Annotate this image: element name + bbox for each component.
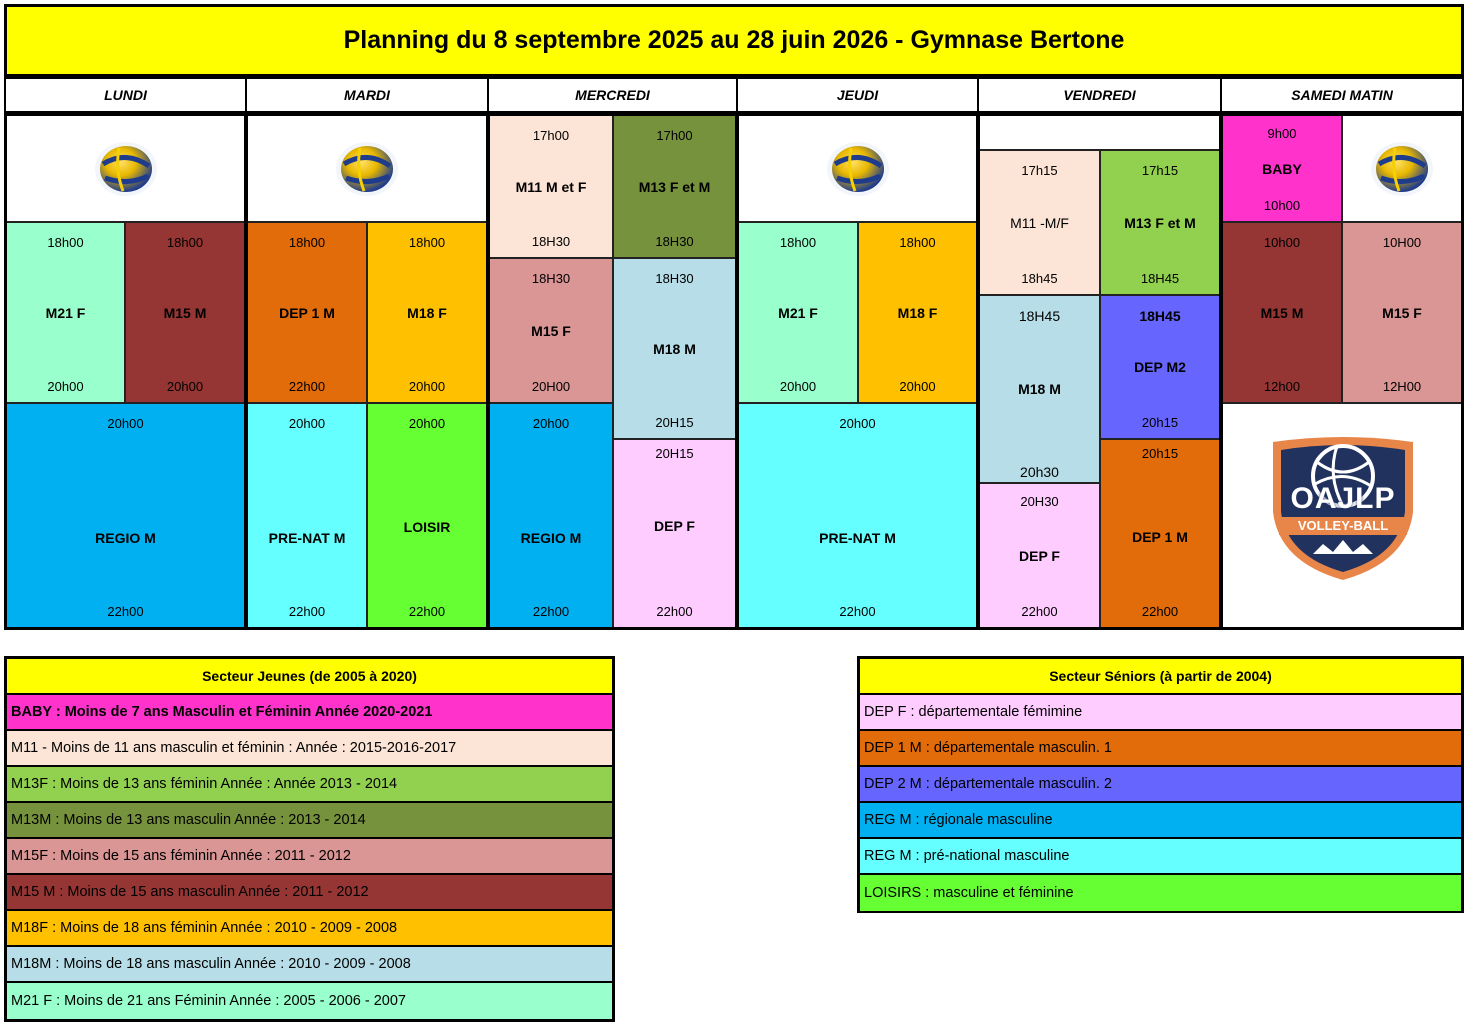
session-label: M18 F bbox=[897, 304, 938, 321]
start-time: 18h00 bbox=[408, 235, 446, 250]
session-mardi-dep1m bbox=[247, 222, 367, 403]
empty-slot bbox=[738, 115, 977, 222]
start-time: 18h00 bbox=[779, 235, 817, 250]
end-time: 22h00 bbox=[839, 604, 876, 619]
legend-row-m13f: M13F : Moins de 13 ans féminin Année : Année 2013 - 2014 bbox=[7, 767, 612, 803]
start-time: 18h00 bbox=[166, 235, 204, 250]
end-time: 10h00 bbox=[1263, 198, 1301, 213]
empty-slot bbox=[247, 115, 487, 222]
logo-subtext: VOLLEY-BALL bbox=[1279, 517, 1407, 535]
session-lundi-regio bbox=[6, 403, 245, 628]
session-mardi-prenat bbox=[247, 403, 367, 628]
session-lundi-m21f bbox=[6, 222, 125, 403]
legend-row-prenat: REG M : pré-national masculine bbox=[860, 839, 1461, 875]
session-samedi-baby bbox=[1222, 115, 1342, 222]
session-label: M21 F bbox=[45, 304, 86, 321]
legend-row-dep1m: DEP 1 M : départementale masculin. 1 bbox=[860, 731, 1461, 767]
session-label: BABY bbox=[1262, 160, 1302, 177]
end-time: 20h00 bbox=[47, 379, 84, 394]
end-time: 20h00 bbox=[899, 379, 936, 394]
end-time: 22h00 bbox=[408, 604, 446, 619]
start-time: 20h00 bbox=[532, 416, 570, 431]
session-label: DEP F bbox=[654, 518, 695, 535]
session-mardi-m18f bbox=[367, 222, 487, 403]
legend-row-loisirs: LOISIRS : masculine et féminine bbox=[860, 875, 1461, 911]
legend-row-baby: BABY : Moins de 7 ans Masculin et Féminin Année 2020-2021 bbox=[7, 695, 612, 731]
day-header-jeudi: JEUDI bbox=[736, 77, 979, 113]
legend-row-m15m: M15 M : Moins de 15 ans masculin Année : 2011 - 2012 bbox=[7, 875, 612, 911]
session-vendredi-dep2m bbox=[1100, 295, 1220, 439]
start-time: 18H30 bbox=[655, 271, 694, 286]
session-mercredi-m15f bbox=[489, 258, 613, 403]
session-vendredi-m13 bbox=[1100, 150, 1220, 295]
session-mercredi-regio bbox=[489, 403, 613, 628]
empty-slot bbox=[6, 115, 245, 222]
session-label: M11 M et F bbox=[515, 178, 587, 195]
session-label: M13 F et M bbox=[638, 178, 711, 195]
legend-row-m13m: M13M : Moins de 13 ans masculin Année : 2013 - 2014 bbox=[7, 803, 612, 839]
end-time: 18H45 bbox=[1140, 271, 1180, 286]
end-time: 18H30 bbox=[531, 234, 571, 249]
session-mercredi-m18m bbox=[613, 258, 736, 439]
end-time: 22h00 bbox=[107, 604, 144, 619]
session-label: REGIO M bbox=[520, 529, 582, 546]
end-time: 22h00 bbox=[288, 379, 326, 394]
volleyball-icon bbox=[1369, 140, 1435, 198]
legend-seniors bbox=[857, 656, 1464, 913]
session-jeudi-m21f bbox=[738, 222, 858, 403]
session-label: PRE-NAT M bbox=[268, 529, 346, 546]
end-time: 22h00 bbox=[288, 604, 326, 619]
legend-row-m21f: M21 F : Moins de 21 ans Féminin Année : 2005 - 2006 - 2007 bbox=[7, 983, 612, 1019]
logo-text: OAJLP bbox=[1290, 482, 1396, 515]
end-time: 22h00 bbox=[1021, 604, 1058, 619]
start-time: 18h00 bbox=[288, 235, 326, 250]
session-label: M13 F et M bbox=[1124, 214, 1196, 231]
session-vendredi-m11 bbox=[979, 150, 1100, 295]
end-time: 12h00 bbox=[1263, 379, 1301, 394]
session-samedi-m15m bbox=[1222, 222, 1342, 403]
day-header-vendredi: VENDREDI bbox=[977, 77, 1222, 113]
end-time: 18h45 bbox=[1021, 271, 1058, 286]
session-label: M18 F bbox=[407, 304, 447, 321]
start-time: 17h00 bbox=[656, 128, 693, 143]
legend-title: Secteur Séniors (à partir de 2004) bbox=[860, 659, 1461, 695]
session-mercredi-m13 bbox=[613, 115, 736, 258]
legend-jeunes bbox=[4, 656, 615, 1022]
end-time: 22h00 bbox=[532, 604, 570, 619]
start-time: 18H30 bbox=[531, 271, 571, 286]
end-time: 20h00 bbox=[166, 379, 204, 394]
start-time: 18h00 bbox=[899, 235, 936, 250]
session-label: M15 M bbox=[163, 304, 207, 321]
session-label: DEP F bbox=[1019, 547, 1060, 564]
day-header-lundi: LUNDI bbox=[4, 77, 247, 113]
end-time: 20H00 bbox=[531, 379, 571, 394]
end-time: 20H15 bbox=[655, 415, 694, 430]
session-label: REGIO M bbox=[95, 529, 156, 546]
end-time: 22h00 bbox=[1141, 604, 1179, 619]
session-label: M18 M bbox=[1018, 381, 1061, 397]
session-mercredi-m11 bbox=[489, 115, 613, 258]
start-time: 20h00 bbox=[408, 416, 446, 431]
legend-row-dep2m: DEP 2 M : départementale masculin. 2 bbox=[860, 767, 1461, 803]
end-time: 22h00 bbox=[656, 604, 693, 619]
session-label: DEP 1 M bbox=[279, 304, 335, 321]
session-label: M21 F bbox=[778, 304, 818, 321]
session-label: M15 F bbox=[531, 322, 571, 339]
start-time: 10H00 bbox=[1382, 235, 1422, 250]
legend-row-m18f: M18F : Moins de 18 ans féminin Année : 2010 - 2009 - 2008 bbox=[7, 911, 612, 947]
session-jeudi-prenat bbox=[738, 403, 977, 628]
day-header-mercredi: MERCREDI bbox=[487, 77, 738, 113]
start-time: 20H30 bbox=[1020, 494, 1059, 509]
volleyball-icon bbox=[825, 140, 891, 198]
session-lundi-m15m bbox=[125, 222, 245, 403]
session-label: M15 F bbox=[1382, 304, 1422, 321]
start-time: 20h00 bbox=[288, 416, 326, 431]
end-time: 20h00 bbox=[408, 379, 446, 394]
session-label: M15 M bbox=[1260, 304, 1304, 321]
session-label: M18 M bbox=[653, 340, 696, 357]
end-time: 18H30 bbox=[655, 234, 694, 249]
day-header-samedi: SAMEDI MATIN bbox=[1220, 77, 1464, 113]
start-time: 17h15 bbox=[1021, 163, 1058, 178]
page-title: Planning du 8 septembre 2025 au 28 juin 2026 - Gymnase Bertone bbox=[4, 4, 1464, 77]
legend-row-depf: DEP F : départementale fémimine bbox=[860, 695, 1461, 731]
session-label: LOISIR bbox=[403, 518, 451, 535]
legend-title: Secteur Jeunes (de 2005 à 2020) bbox=[7, 659, 612, 695]
session-label: DEP 1 M bbox=[1132, 529, 1188, 546]
session-label: DEP M2 bbox=[1134, 359, 1186, 375]
session-jeudi-m18f bbox=[858, 222, 977, 403]
start-time: 18H45 bbox=[1018, 308, 1061, 324]
start-time: 20h00 bbox=[839, 416, 876, 431]
empty-slot bbox=[979, 115, 1220, 150]
start-time: 20H15 bbox=[655, 446, 694, 461]
session-label: PRE-NAT M bbox=[819, 529, 896, 546]
session-vendredi-m18m bbox=[979, 295, 1100, 483]
session-mardi-loisir bbox=[367, 403, 487, 628]
start-time: 20h15 bbox=[1141, 446, 1179, 461]
start-time: 20h00 bbox=[107, 416, 144, 431]
end-time: 12H00 bbox=[1382, 379, 1422, 394]
session-samedi-m15f bbox=[1342, 222, 1462, 403]
start-time: 18H45 bbox=[1139, 308, 1181, 324]
start-time: 10h00 bbox=[1263, 235, 1301, 250]
empty-slot bbox=[1342, 115, 1462, 222]
end-time: 20h00 bbox=[779, 379, 817, 394]
end-time: 20h15 bbox=[1141, 415, 1179, 430]
end-time: 20h30 bbox=[1020, 464, 1059, 480]
session-vendredi-dep1m bbox=[1100, 439, 1220, 628]
day-header-mardi: MARDI bbox=[245, 77, 489, 113]
legend-row-m18m: M18M : Moins de 18 ans masculin Année : 2010 - 2009 - 2008 bbox=[7, 947, 612, 983]
session-vendredi-depf bbox=[979, 483, 1100, 628]
start-time: 17h15 bbox=[1141, 163, 1179, 178]
legend-row-regm: REG M : régionale masculine bbox=[860, 803, 1461, 839]
start-time: 9h00 bbox=[1267, 126, 1297, 141]
legend-row-m15f: M15F : Moins de 15 ans féminin Année : 2011 - 2012 bbox=[7, 839, 612, 875]
club-logo-area bbox=[1222, 403, 1462, 628]
legend-row-m11: M11 - Moins de 11 ans masculin et féminin : Année : 2015-2016-2017 bbox=[7, 731, 612, 767]
start-time: 17h00 bbox=[532, 128, 570, 143]
session-label: M11 -M/F bbox=[1010, 214, 1069, 231]
start-time: 18h00 bbox=[47, 235, 84, 250]
volleyball-icon bbox=[334, 140, 400, 198]
session-mercredi-depf bbox=[613, 439, 736, 628]
volleyball-icon bbox=[93, 140, 159, 198]
